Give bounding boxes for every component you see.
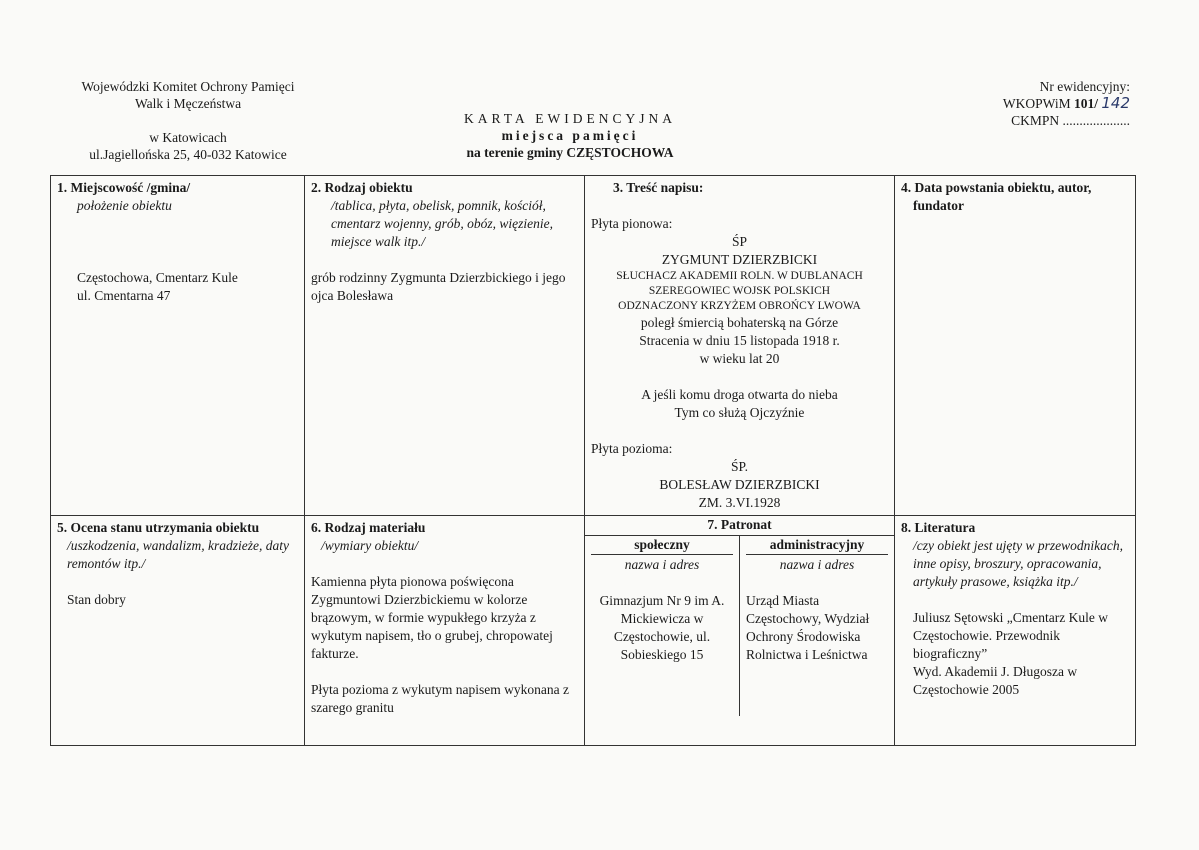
ckmpn-line: CKMPN .................... xyxy=(1011,113,1130,128)
inscription-line: ŚP. xyxy=(731,459,748,474)
inscription-line: ODZNACZONY KRZYŻEM OBROŃCY LWOWA xyxy=(618,300,861,312)
material-hint: /wymiary obiektu/ xyxy=(321,538,419,553)
patronage-administrative xyxy=(740,536,894,716)
cell-patronage xyxy=(585,516,895,746)
inscription-line: Tym co służą Ojczyźnie xyxy=(674,405,805,420)
object-type-value: grób rodzinny Zygmunta Dzierzbickiego i jego ojca Bolesława xyxy=(311,270,566,303)
document-title-block xyxy=(380,110,760,161)
record-table xyxy=(50,175,1136,746)
document-subtitle: miejsca pamięci xyxy=(501,128,639,143)
org-city: w Katowicach xyxy=(149,130,227,145)
location-value-1: Częstochowa, Cmentarz Kule xyxy=(77,270,238,285)
org-address: ul.Jagiellońska 25, 40-032 Katowice xyxy=(89,147,287,162)
inscription-line: ZM. 3.VI.1928 xyxy=(698,495,781,510)
inscription-line: SZEREGOWIEC WOJSK POLSKICH xyxy=(648,285,831,297)
inscription-line: SŁUCHACZ AKADEMII ROLN. W DUBLANACH xyxy=(616,270,863,282)
wkopwim-line xyxy=(900,95,1130,112)
patronage-social-value: Gimnazjum Nr 9 im A. Mickiewicza w Częstochowie, ul. Sobieskiego 15 xyxy=(599,593,725,662)
patronage-social xyxy=(585,536,740,716)
inscription-line: ŚP xyxy=(731,234,748,249)
inscription-line: A jeśli komu droga otwarta do nieba xyxy=(641,387,838,402)
cell-object-type xyxy=(305,176,585,516)
condition-label: 5. Ocena stanu utrzymania obiektu xyxy=(57,520,260,535)
material-label: 6. Rodzaj materiału xyxy=(311,520,426,535)
material-value-1: Kamienna płyta pionowa poświęcona Zygmuntowi Dzierzbickiemu w kolorze brązowym, w formie wypukłego krzyża z wykutym napisem, tło o grubej, chropowatej fakturze. xyxy=(311,574,553,661)
issuer-block xyxy=(58,78,318,163)
inscription-line: w wieku lat 20 xyxy=(699,351,780,366)
literature-label: 8. Literatura xyxy=(901,520,976,535)
cell-creation-date xyxy=(895,176,1136,516)
condition-value: Stan dobry xyxy=(67,592,126,607)
material-value-2: Płyta pozioma z wykutym napisem wykonana z szarego granitu xyxy=(311,682,569,715)
org-line-1: Wojewódzki Komitet Ochrony Pamięci xyxy=(81,79,295,94)
inscription-line: Stracenia w dniu 15 listopada 1918 r. xyxy=(639,333,840,348)
cell-condition xyxy=(51,516,305,746)
location-value-2: ul. Cmentarna 47 xyxy=(77,288,171,303)
inscription-line: BOLESŁAW DZIERZBICKI xyxy=(659,477,820,492)
wkopwim-handwritten: 142 xyxy=(1101,94,1130,112)
document-area: na terenie gminy CZĘSTOCHOWA xyxy=(466,145,674,160)
org-line-2: Walk i Męczeństwa xyxy=(134,96,242,111)
inscription-label: 3. Treść napisu: xyxy=(613,180,704,195)
cell-location xyxy=(51,176,305,516)
location-label: 1. Miejscowość /gmina/ xyxy=(57,180,191,195)
cell-literature xyxy=(895,516,1136,746)
patronage-admin-hint: nazwa i adres xyxy=(779,557,855,572)
cell-material xyxy=(305,516,585,746)
condition-hint: /uszkodzenia, wandalizm, kradzieże, daty remontów itp./ xyxy=(67,538,289,571)
patronage-social-hint: nazwa i adres xyxy=(624,557,700,572)
object-type-label: 2. Rodzaj obiektu xyxy=(311,180,413,195)
cell-inscription xyxy=(585,176,895,516)
location-hint: położenie obiektu xyxy=(77,198,172,213)
registry-number-block xyxy=(900,78,1130,129)
wkopwim-prefix: WKOPWiM xyxy=(1002,96,1071,111)
registry-label: Nr ewidencyjny: xyxy=(1039,79,1130,94)
document-title: KARTA EWIDENCYJNA xyxy=(464,111,676,126)
patronage-label: 7. Patronat xyxy=(585,516,894,536)
creation-date-label-2: fundator xyxy=(913,198,965,213)
object-type-hint: /tablica, płyta, obelisk, pomnik, kościół, cmentarz wojenny, grób, obóz, więzienie, miejsce walk itp./ xyxy=(331,198,553,249)
horizontal-plate-label: Płyta pozioma: xyxy=(591,441,673,456)
creation-date-label: 4. Data powstania obiektu, autor, xyxy=(901,180,1092,195)
vertical-plate-label: Płyta pionowa: xyxy=(591,216,673,231)
inscription-line: ZYGMUNT DZIERZBICKI xyxy=(661,252,818,267)
patronage-social-title: społeczny xyxy=(591,536,733,555)
wkopwim-number: 101/ xyxy=(1073,96,1098,111)
literature-value-1: Juliusz Sętowski „Cmentarz Kule w Częstochowie. Przewodnik biograficzny” xyxy=(913,610,1108,661)
inscription-line: poległ śmiercią bohaterską na Górze xyxy=(640,315,839,330)
literature-value-2: Wyd. Akademii J. Długosza w Częstochowie 2005 xyxy=(913,664,1078,697)
literature-hint: /czy obiekt jest ujęty w przewodnikach, inne opisy, broszury, opracowania, artykuły prasowe, książka itp./ xyxy=(913,538,1123,589)
patronage-admin-value: Urząd Miasta Częstochowy, Wydział Ochrony Środowiska Rolnictwa i Leśnictwa xyxy=(746,593,870,662)
patronage-admin-title: administracyjny xyxy=(746,536,888,555)
